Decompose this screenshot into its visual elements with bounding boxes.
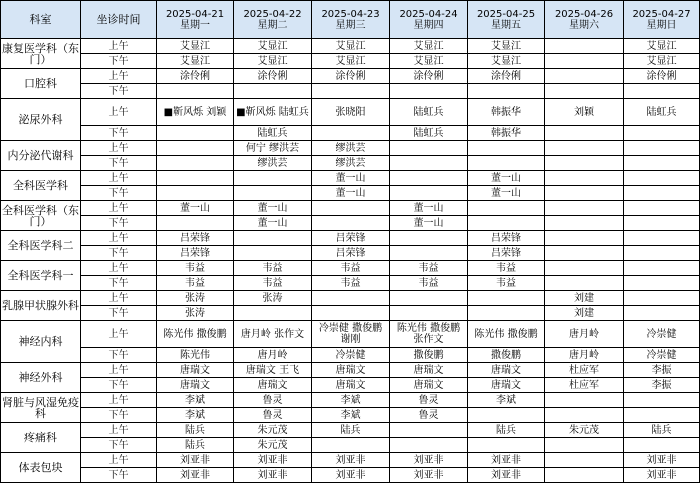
doctor-cell: 鲁灵 (234, 408, 312, 423)
department-name: 疼痛科 (1, 423, 81, 453)
doctor-cell: 唐瑞文 (312, 378, 390, 393)
doctor-cell (545, 54, 624, 69)
session-slot: 上午 (81, 201, 157, 216)
doctor-cell (624, 246, 700, 261)
doctor-cell: ■靳风烁 陆虹兵 (234, 99, 312, 126)
doctor-cell: 冷崇健 (312, 348, 390, 363)
session-slot: 下午 (81, 54, 157, 69)
doctor-cell: 刘建 (545, 291, 624, 306)
day-header (468, 1, 545, 39)
doctor-cell: 李斌 (157, 393, 234, 408)
doctor-cell: 刘亚非 (234, 468, 312, 483)
doctor-cell: 刘亚非 (234, 453, 312, 468)
doctor-cell: 刘亚非 (624, 468, 700, 483)
doctor-cell: 艾显江 (468, 39, 545, 54)
doctor-cell (157, 126, 234, 141)
table-row (1, 141, 700, 156)
doctor-cell: 艾显江 (624, 39, 700, 54)
doctor-cell (624, 261, 700, 276)
doctor-cell (468, 291, 545, 306)
doctor-cell: 唐月岭 (234, 348, 312, 363)
doctor-cell: 李斌 (468, 393, 545, 408)
doctor-cell: 唐月岭 (545, 348, 624, 363)
doctor-cell: 董一山 (390, 201, 468, 216)
doctor-cell: 陆虹兵 (390, 99, 468, 126)
day-date: 2025-04-27 (632, 8, 691, 20)
doctor-cell (157, 84, 234, 99)
doctor-cell: 张涛 (157, 306, 234, 321)
doctor-cell: 吕荣锋 (312, 231, 390, 246)
doctor-cell: 吕荣锋 (157, 246, 234, 261)
doctor-cell: 唐瑞文 (234, 378, 312, 393)
doctor-cell (624, 231, 700, 246)
doctor-cell (468, 306, 545, 321)
doctor-cell: 涂伶俐 (468, 69, 545, 84)
session-slot: 上午 (81, 363, 157, 378)
session-slot: 上午 (81, 453, 157, 468)
doctor-cell: 陈光伟 撒俊鹏 (468, 321, 545, 348)
day-date: 2025-04-25 (476, 8, 536, 20)
doctor-cell (624, 84, 700, 99)
doctor-cell: 陈光伟 撒俊鹏 张作文 (390, 321, 468, 348)
doctor-cell (157, 216, 234, 231)
table-row (1, 378, 700, 393)
doctor-cell (624, 201, 700, 216)
doctor-cell (157, 156, 234, 171)
doctor-cell (234, 306, 312, 321)
doctor-cell (468, 201, 545, 216)
doctor-cell: 李振 (624, 378, 700, 393)
doctor-cell (545, 84, 624, 99)
doctor-cell (390, 306, 468, 321)
doctor-cell (468, 408, 545, 423)
doctor-cell (157, 171, 234, 186)
table-row (1, 468, 700, 483)
doctor-cell: 吕荣锋 (468, 231, 545, 246)
doctor-cell (390, 186, 468, 201)
day-date: 2025-04-24 (399, 8, 458, 20)
doctor-cell (390, 438, 468, 453)
doctor-cell: 涂伶俐 (624, 69, 700, 84)
doctor-cell: 缪洪芸 (312, 156, 390, 171)
session-slot: 下午 (81, 408, 157, 423)
doctor-cell (545, 186, 624, 201)
doctor-cell (545, 39, 624, 54)
session-slot: 上午 (81, 321, 157, 348)
day-weekday: 星期三 (335, 19, 366, 31)
doctor-cell (468, 141, 545, 156)
doctor-cell (624, 171, 700, 186)
session-slot: 下午 (81, 216, 157, 231)
table-row (1, 276, 700, 291)
table-row (1, 99, 700, 126)
doctor-cell: 艾显江 (624, 54, 700, 69)
table-row (1, 438, 700, 453)
doctor-cell (312, 84, 390, 99)
doctor-cell: 鲁灵 (390, 393, 468, 408)
doctor-cell: 董一山 (390, 216, 468, 231)
doctor-cell: 艾显江 (234, 54, 312, 69)
department-name: 神经内科 (1, 321, 81, 363)
doctor-cell: 董一山 (234, 201, 312, 216)
doctor-cell (624, 276, 700, 291)
doctor-cell: 艾显江 (157, 54, 234, 69)
doctor-cell: 刘亚非 (157, 453, 234, 468)
session-slot: 下午 (81, 378, 157, 393)
doctor-cell (312, 126, 390, 141)
session-slot: 上午 (81, 393, 157, 408)
doctor-cell: 刘亚非 (312, 453, 390, 468)
header-row (1, 1, 700, 39)
doctor-cell: 韦益 (234, 276, 312, 291)
doctor-cell (234, 231, 312, 246)
doctor-cell: 张晓阳 (312, 99, 390, 126)
doctor-cell: 刘亚非 (312, 468, 390, 483)
doctor-cell: 李斌 (312, 393, 390, 408)
doctor-cell: 陆兵 (468, 423, 545, 438)
session-slot: 上午 (81, 261, 157, 276)
doctor-cell: 唐瑞文 (390, 378, 468, 393)
doctor-cell: 刘颖 (545, 99, 624, 126)
table-row (1, 453, 700, 468)
table-row (1, 393, 700, 408)
doctor-cell (545, 261, 624, 276)
doctor-cell: 陆虹兵 (234, 126, 312, 141)
doctor-cell: 李斌 (157, 408, 234, 423)
doctor-cell (545, 438, 624, 453)
table-row (1, 231, 700, 246)
doctor-cell (545, 468, 624, 483)
table-row (1, 84, 700, 99)
table-row (1, 306, 700, 321)
doctor-cell (545, 126, 624, 141)
doctor-cell: 涂伶俐 (157, 69, 234, 84)
session-time-column-header: 坐诊时间 (81, 1, 157, 39)
session-slot: 下午 (81, 348, 157, 363)
doctor-cell: 陈光伟 (157, 348, 234, 363)
doctor-cell: ■靳风烁 刘颖 (157, 99, 234, 126)
doctor-cell: 刘亚非 (624, 453, 700, 468)
doctor-cell: 艾显江 (468, 54, 545, 69)
session-slot: 上午 (81, 99, 157, 126)
doctor-cell: 涂伶俐 (234, 69, 312, 84)
doctor-cell: 韦益 (234, 261, 312, 276)
doctor-cell (312, 291, 390, 306)
doctor-cell: 唐月岭 张作文 (234, 321, 312, 348)
doctor-cell: 陈光伟 撒俊鹏 (157, 321, 234, 348)
doctor-cell: 朱元茂 (234, 423, 312, 438)
doctor-cell: 李斌 (312, 408, 390, 423)
doctor-cell: 董一山 (312, 171, 390, 186)
doctor-cell: 刘亚非 (468, 453, 545, 468)
doctor-cell: 杜应军 (545, 363, 624, 378)
day-weekday: 星期四 (413, 19, 444, 31)
table-row (1, 291, 700, 306)
doctor-cell: 韩振华 (468, 99, 545, 126)
doctor-cell (624, 126, 700, 141)
doctor-cell: 吕荣锋 (312, 246, 390, 261)
doctor-cell: 唐瑞文 (157, 363, 234, 378)
doctor-cell (545, 393, 624, 408)
doctor-cell (157, 186, 234, 201)
table-row (1, 54, 700, 69)
doctor-cell (312, 216, 390, 231)
table-row (1, 348, 700, 363)
doctor-cell (312, 306, 390, 321)
day-weekday: 星期一 (180, 19, 210, 31)
day-header (390, 1, 468, 39)
doctor-cell: 冷崇健 (624, 321, 700, 348)
session-slot: 上午 (81, 231, 157, 246)
doctor-cell: 陆兵 (157, 438, 234, 453)
session-slot: 下午 (81, 84, 157, 99)
department-name: 全科医学科 (1, 171, 81, 201)
day-weekday: 星期日 (646, 19, 677, 31)
doctor-cell: 陆兵 (312, 423, 390, 438)
doctor-cell (312, 201, 390, 216)
doctor-cell (545, 69, 624, 84)
doctor-cell: 唐瑞文 (157, 378, 234, 393)
doctor-cell: 冷崇健 (624, 348, 700, 363)
doctor-cell (624, 291, 700, 306)
doctor-cell: 韦益 (468, 276, 545, 291)
session-slot: 上午 (81, 291, 157, 306)
doctor-cell (390, 84, 468, 99)
doctor-cell: 陆兵 (624, 423, 700, 438)
doctor-cell: 唐瑞文 (312, 363, 390, 378)
doctor-cell: 张涛 (157, 291, 234, 306)
doctor-cell: 韦益 (312, 261, 390, 276)
doctor-cell: 唐月岭 (545, 321, 624, 348)
doctor-cell (234, 246, 312, 261)
doctor-cell: 陆虹兵 (390, 126, 468, 141)
doctor-cell: 涂伶俐 (312, 69, 390, 84)
day-header (157, 1, 234, 39)
department-name: 内分泌代谢科 (1, 141, 81, 171)
session-slot: 上午 (81, 171, 157, 186)
session-slot: 下午 (81, 468, 157, 483)
doctor-cell (390, 423, 468, 438)
day-date: 2025-04-23 (321, 8, 380, 20)
table-row (1, 171, 700, 186)
table-row (1, 126, 700, 141)
session-slot: 上午 (81, 69, 157, 84)
day-weekday: 星期二 (257, 19, 288, 31)
table-row (1, 408, 700, 423)
table-row (1, 186, 700, 201)
doctor-cell (468, 216, 545, 231)
doctor-cell: 朱元茂 (234, 438, 312, 453)
doctor-cell (545, 276, 624, 291)
session-slot: 下午 (81, 186, 157, 201)
doctor-cell (624, 438, 700, 453)
doctor-cell (624, 156, 700, 171)
doctor-cell: 艾显江 (312, 54, 390, 69)
doctor-cell (390, 156, 468, 171)
doctor-cell: 唐瑞文 (468, 363, 545, 378)
doctor-cell: 张涛 (234, 291, 312, 306)
doctor-cell: 吕荣锋 (468, 246, 545, 261)
doctor-cell: 韦益 (157, 276, 234, 291)
table-row (1, 363, 700, 378)
session-slot: 下午 (81, 438, 157, 453)
table-row (1, 39, 700, 54)
doctor-cell: 缪洪芸 (312, 141, 390, 156)
department-name: 全科医学科（东门） (1, 201, 81, 231)
table-row (1, 423, 700, 438)
doctor-cell: 唐瑞文 (390, 363, 468, 378)
doctor-cell (468, 156, 545, 171)
doctor-cell: 董一山 (468, 186, 545, 201)
doctor-cell: 杜应军 (545, 378, 624, 393)
doctor-cell (234, 186, 312, 201)
session-slot: 下午 (81, 276, 157, 291)
doctor-cell (545, 201, 624, 216)
doctor-cell: 撒俊鹏 (390, 348, 468, 363)
doctor-cell: 撒俊鹏 (468, 348, 545, 363)
doctor-cell: 鲁灵 (390, 408, 468, 423)
department-name: 全科医学科一 (1, 261, 81, 291)
doctor-cell: 朱元茂 (545, 423, 624, 438)
doctor-cell: 艾显江 (390, 39, 468, 54)
doctor-cell: 刘亚非 (157, 468, 234, 483)
doctor-cell: 何宁 缪洪芸 (234, 141, 312, 156)
day-weekday: 星期五 (491, 19, 521, 31)
doctor-cell: 刘建 (545, 306, 624, 321)
doctor-cell (390, 246, 468, 261)
table-row (1, 216, 700, 231)
doctor-cell: 艾显江 (234, 39, 312, 54)
doctor-cell (545, 141, 624, 156)
day-date: 2025-04-26 (554, 8, 614, 20)
doctor-cell (390, 171, 468, 186)
department-column-header: 科室 (1, 1, 81, 39)
doctor-cell (312, 438, 390, 453)
doctor-cell (545, 246, 624, 261)
doctor-cell (390, 231, 468, 246)
doctor-cell: 韦益 (390, 261, 468, 276)
session-slot: 下午 (81, 306, 157, 321)
doctor-cell: 缪洪芸 (234, 156, 312, 171)
doctor-cell (545, 171, 624, 186)
doctor-cell (545, 453, 624, 468)
doctor-cell (624, 408, 700, 423)
day-date: 2025-04-21 (165, 8, 225, 20)
doctor-cell (624, 216, 700, 231)
table-row (1, 201, 700, 216)
doctor-cell: 陆虹兵 (624, 99, 700, 126)
day-header (545, 1, 624, 39)
doctor-cell (624, 393, 700, 408)
doctor-cell (545, 216, 624, 231)
schedule-body (1, 39, 700, 483)
doctor-cell: 董一山 (312, 186, 390, 201)
doctor-cell: 吕荣锋 (157, 231, 234, 246)
department-name: 乳腺甲状腺外科 (1, 291, 81, 321)
session-slot: 上午 (81, 141, 157, 156)
doctor-cell: 韦益 (468, 261, 545, 276)
doctor-cell: 韦益 (390, 276, 468, 291)
doctor-cell (157, 141, 234, 156)
doctor-cell (545, 231, 624, 246)
table-row (1, 69, 700, 84)
department-name: 神经外科 (1, 363, 81, 393)
session-slot: 上午 (81, 423, 157, 438)
doctor-cell (545, 156, 624, 171)
doctor-cell (234, 171, 312, 186)
department-name: 康复医学科（东门） (1, 39, 81, 69)
doctor-cell: 董一山 (234, 216, 312, 231)
department-name: 泌尿外科 (1, 99, 81, 141)
doctor-cell: 唐瑞文 王飞 (234, 363, 312, 378)
day-header (312, 1, 390, 39)
doctor-cell: 董一山 (468, 171, 545, 186)
day-header (624, 1, 700, 39)
doctor-cell: 唐瑞文 (468, 378, 545, 393)
doctor-cell (390, 141, 468, 156)
department-name: 口腔科 (1, 69, 81, 99)
doctor-cell (545, 408, 624, 423)
doctor-cell: 冷崇健 撒俊鹏 谢刚 (312, 321, 390, 348)
doctor-cell (468, 84, 545, 99)
doctor-cell (390, 291, 468, 306)
table-row (1, 321, 700, 348)
department-name: 体表包块 (1, 453, 81, 483)
doctor-cell (468, 438, 545, 453)
doctor-cell: 李振 (624, 363, 700, 378)
doctor-cell: 艾显江 (312, 39, 390, 54)
doctor-cell (624, 186, 700, 201)
doctor-cell: 刘亚非 (468, 468, 545, 483)
doctor-cell: 韦益 (157, 261, 234, 276)
doctor-cell: 艾显江 (157, 39, 234, 54)
day-weekday: 星期六 (569, 19, 599, 31)
session-slot: 上午 (81, 39, 157, 54)
table-row (1, 261, 700, 276)
doctor-cell: 涂伶俐 (390, 69, 468, 84)
doctor-cell (624, 141, 700, 156)
doctor-cell: 韩振华 (468, 126, 545, 141)
doctor-cell: 韦益 (312, 276, 390, 291)
table-row (1, 156, 700, 171)
doctor-cell: 董一山 (157, 201, 234, 216)
table-row (1, 246, 700, 261)
doctor-cell: 刘亚非 (390, 468, 468, 483)
doctor-cell (234, 84, 312, 99)
department-name: 全科医学科二 (1, 231, 81, 261)
session-slot: 下午 (81, 126, 157, 141)
doctor-cell: 刘亚非 (390, 453, 468, 468)
day-header (234, 1, 312, 39)
session-slot: 下午 (81, 246, 157, 261)
doctor-cell: 陆兵 (157, 423, 234, 438)
doctor-cell (624, 306, 700, 321)
day-date: 2025-04-22 (243, 8, 302, 20)
department-name: 肾脏与风湿免疫科 (1, 393, 81, 423)
session-slot: 下午 (81, 156, 157, 171)
doctor-cell: 艾显江 (390, 54, 468, 69)
doctor-cell: 鲁灵 (234, 393, 312, 408)
